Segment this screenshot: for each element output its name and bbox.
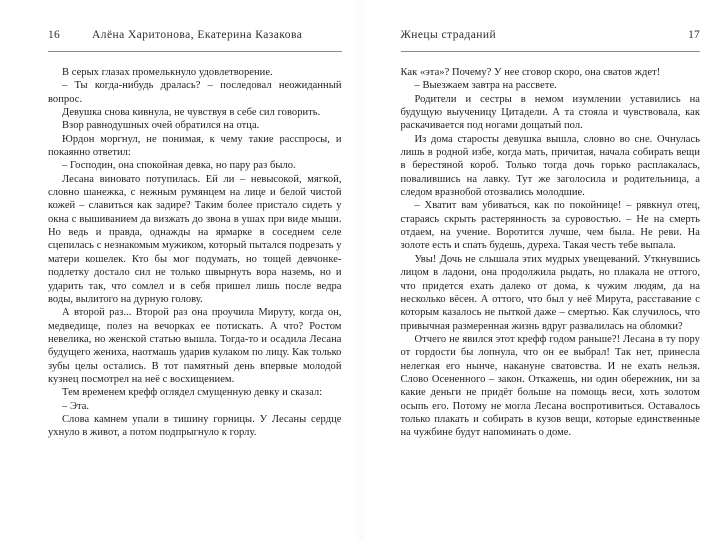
paragraph: – Ты когда-нибудь дралась? – последовал неожиданный вопрос. xyxy=(48,80,342,105)
right-running-head xyxy=(401,28,701,52)
paragraph: Слова камнем упали в тишину горницы. У Лесаны сердце ухнуло в живот, а потом подпрыгнуло к горлу. xyxy=(48,413,342,439)
paragraph: Тем временем крефф оглядел смущенную девку и сказал: xyxy=(62,387,323,399)
right-book-page xyxy=(362,0,723,540)
paragraph: Взор равнодушных очей обратился на отца. xyxy=(62,120,260,132)
paragraph: Увы! Дочь не слышала этих мудрых увещеваний. Уткнувшись лицом в ладони, она продолжила рыдать, но плакала не оттого, что придется ехать далеко от дома, к чужим людям, да на несколько вёсен. А оттого, что был у неё Мирута, расставание с которым казалось не пыткой даже – смертью. Как случилось, что привычная размеренная жизнь вдруг развалилась на обломки? xyxy=(400,253,700,332)
paragraph: – Хватит вам убиваться, как по покойнице! – рявкнул отец, стараясь скрыть растерянность за суровостью. – Не на смерть отдаем, на учение. Воротится лучше, чем была. Не реви. На золоте есть и спать будешь, дуреха. Такая честь тебе выпала. xyxy=(400,200,700,252)
paragraph: – Выезжаем завтра на рассвете. xyxy=(414,80,557,92)
left-running-head-title: Алёна Харитонова, Екатерина Казакова xyxy=(92,29,303,41)
right-running-head-title: Жнецы страданий xyxy=(400,29,497,41)
paragraph: Девушка снова кивнула, не чувствуя в себе сил говорить. xyxy=(62,107,321,119)
right-page-number: 17 xyxy=(688,29,700,41)
right-page-body xyxy=(401,66,701,440)
left-page-number: 16 xyxy=(48,29,60,41)
paragraph: А второй раз... Второй раз она проучила Мируту, когда он, медведище, полез на вечорках ее потискать. А что? Ростом невелика, но женской статью вышла. Тогда-то и осадила Лесана будущего жениха, наотмашь ударив кулаком по лицу. Как только зубы целы остались. В тот памятный день впервые молодой кузнец посмотрел на неё с восхищением. xyxy=(48,307,342,385)
paragraph: Как «эта»? Почему? У нее сговор скоро, она сватов ждет! xyxy=(400,67,661,78)
paragraph: В серых глазах промелькнуло удовлетворение. xyxy=(62,67,273,78)
paragraph: Юрдон моргнул, не понимая, к чему такие расспросы, и покаянно ответил: xyxy=(48,133,342,159)
left-running-head xyxy=(48,28,342,52)
paragraph: Родители и сестры в немом изумлении уставились на будущую выученицу Цитадели. А та стояла и чувствовала, как раскачивается под ногами дощатый пол. xyxy=(400,93,700,132)
paragraph: Отчего не явился этот крефф годом раньше?! Лесана в ту пору от гордости бы лопнула, что он ее выбрал! Так нет, принесла нелегкая его нынче, накануне сватовства. И не ехать нельзя. Слово Осененного – закон. Откажешь, ни один обережник, ни за какие деньги не придёт больше на помощь веси, хоть золотом осыпь его. Потому не могла Лесана воспротивиться. Оставалось только плакать и собирать в кузов вещи, которые единственные на чужбине будут напоминать о доме. xyxy=(400,333,700,439)
paragraph: – Эта. xyxy=(62,400,90,412)
paragraph: Лесана виновато потупилась. Ей ли – невысокой, мягкой, словно шанежка, с нежным румянцем на лице и белой чистой кожей – славиться как задире? Таким более пристало сидеть у окна с вышиванием да визжать до звона в ушах при виде мыши. Но ведь и правда, однажды на ярмарке в соседнем селе сцепилась с незнакомым мужиком, который пытался подрезать у матери кошелек. Кто бы мог подумать, но тощей девчонке-подлетку достало сил не только швырнуть вора наземь, но и ударить так, что сомлел и в себя пришел лишь после ведра воды, вылитого на дурную голову. xyxy=(48,173,342,305)
paragraph: Из дома старосты девушка вышла, словно во сне. Очнулась лишь в родной избе, когда мать, причитая, начала собирать вещи в берестяной короб. Только тогда дочь горько расплакалась, повалившись на лавку. Тут же заголосила и родительница, а следом вразнобой отозвались молодшие. xyxy=(400,133,700,199)
left-page-body xyxy=(48,66,342,440)
paragraph: – Господин, она спокойная девка, но пару раз было. xyxy=(62,160,296,172)
